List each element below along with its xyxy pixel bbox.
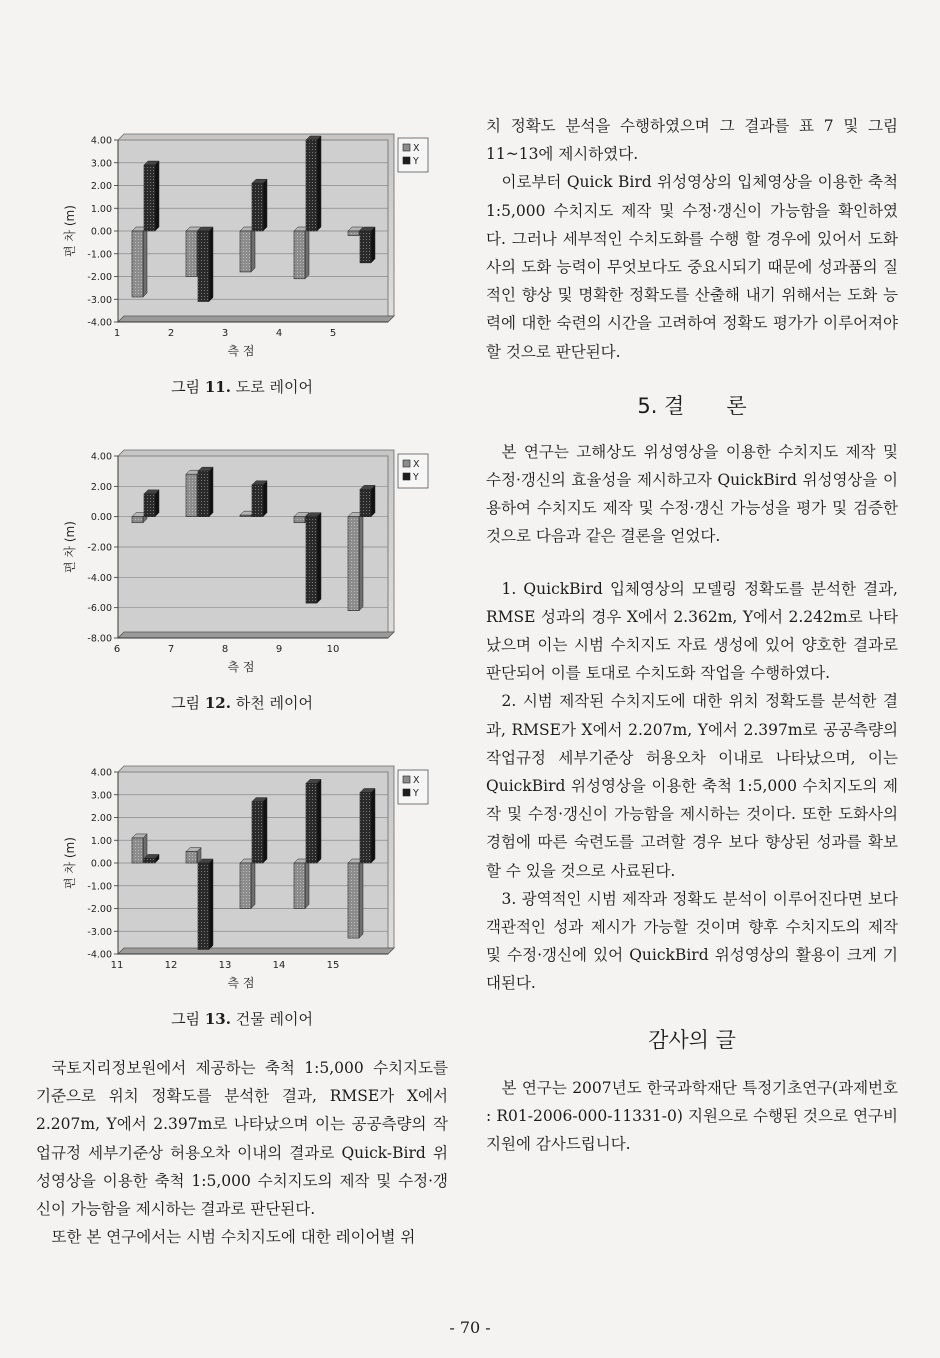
bar-y-14 [306,783,317,863]
y-tick-label: -3.00 [87,926,112,938]
x-tick-label: 9 [275,644,283,655]
bar-y-10 [360,489,371,516]
x-tick-label: 7 [167,644,175,655]
y-tick-label: -1.00 [87,249,112,261]
y-tick-label: -2.00 [87,542,112,554]
bar-y-8 [252,485,263,517]
plot-floor [118,316,394,322]
bar-side-y-8 [263,481,267,517]
conclusion-intro: 본 연구는 고해상도 위성영상을 이용한 수치지도 제작 및 수정·갱신의 효율성을 제시하고자 QuickBird 위성영상을 이용하여 수치지도 제작 및 수정·갱신 가능성을 평가 및 검증한 것으로 다음과 같은 결론을 얻었다. [486,442,898,546]
bar-x-12 [186,852,197,863]
figure-12-caption: 그림 12. 하천 레이어 [171,694,313,712]
conclusion-item-1: 1. QuickBird 입체영상의 모델링 정확도를 분석한 결과, RMSE 성과의 경우 X에서 2.362m, Y에서 2.242m로 나타났으며 이는 시범 수치지도 자료 생성에 있어 양호한 결과로 판단되어 이를 토대로 수치도화 작업을 수행하였다. [486,579,898,683]
figure-13-caption: 그림 13. 건물 레이어 [171,1010,313,1028]
legend-swatch-y [403,789,410,796]
figure-11-caption: 그림 11. 도로 레이어 [171,378,313,396]
legend-swatch-y [403,473,410,480]
x-axis-label: 측 점 [227,976,255,990]
bar-y-11 [144,858,155,863]
bar-x-2 [186,231,197,277]
left-column [36,110,448,1251]
bar-y-3 [252,183,263,231]
bar-x-8 [240,515,251,517]
bar-x-14 [294,863,305,909]
y-axis-label: 편 차 (m) [63,205,77,257]
legend-label-x: X [413,143,420,154]
bar-side-y-14 [317,779,321,863]
y-tick-label: 3.00 [90,790,112,802]
y-tick-label: 4.00 [90,135,112,147]
x-tick-label: 13 [218,960,232,971]
y-tick-label: -2.00 [87,272,112,283]
legend-label-y: Y [413,156,419,167]
x-tick-label: 11 [110,960,124,971]
x-tick-label: 8 [221,644,229,655]
bar-side-y-7 [209,467,213,517]
bar-y-1 [144,165,155,231]
legend-swatch-y [403,157,410,164]
right-paragraph-1: 이로부터 Quick Bird 위성영상의 입체영상을 이용한 축척 1:5,000 수치지도 제작 및 수정·갱신이 가능함을 확인하였다. 그러나 세부적인 수치도화를 수행 할 경우에 있어서 도화사의 도화 능력이 무엇보다도 중요시되기 때문에 성과품의 질적인 향상 및 명확한 정확도를 산출해 내기 위해서는 도화 능력에 대한 숙련의 시간을 고려하여 정확도 평가가 이루어져야 할 것으로 판단된다. [486,173,898,361]
y-tick-label: 0.00 [90,512,112,524]
bar-side-y-12 [209,859,213,949]
y-tick-label: 4.00 [90,451,112,463]
y-tick-label: 1.00 [90,203,112,215]
conclusion-item-3: 3. 광역적인 시범 제작과 정확도 분석이 이루어진다면 보다 객관적인 성과 제시가 가능할 것이며 향후 수치지도의 제작 및 수정·갱신에 있어 QuickBird 위성영상의 활용이 크게 기대된다. [486,889,898,993]
legend-swatch-x [403,144,410,151]
legend-label-y: Y [413,472,419,483]
bar-side-y-4 [317,136,321,231]
page-number: - 70 - [449,1318,491,1337]
bar-y-7 [198,471,209,517]
bar-y-13 [252,802,263,863]
bar-y-15 [360,792,371,863]
bar-side-y-9 [317,513,321,603]
bar-y-9 [306,517,317,603]
x-tick-label: 10 [326,644,340,655]
y-tick-label: -4.00 [87,949,112,961]
y-tick-label: 0.00 [90,858,112,870]
x-axis-label: 측 점 [227,344,255,358]
bar-side-y-5 [371,227,375,263]
x-tick-label: 12 [164,960,178,971]
y-tick-label: 2.00 [90,181,112,192]
bar-x-4 [294,231,305,279]
left-paragraph-2: 또한 본 연구에서는 시범 수치지도에 대한 레이어별 위 [51,1228,416,1247]
bar-x-11 [132,838,143,863]
bar-side-y-6 [155,490,159,517]
bar-x-7 [186,474,197,516]
bar-y-5 [360,231,371,263]
legend-label-x: X [413,775,420,786]
y-tick-label: 1.00 [90,835,112,847]
bar-side-y-2 [209,227,213,302]
acknowledgement-text: 본 연구는 2007년도 한국과학재단 특정기초연구(과제번호 : R01-2006-000-11331-0) 지원으로 수행된 것으로 연구비 지원에 감사드립니다. [486,1078,898,1154]
bar-x-15 [348,863,359,938]
conclusion-heading: 5. 결 론 [637,393,747,418]
y-axis-label: 편 차 (m) [63,521,77,573]
x-tick-label: 3 [221,328,229,339]
bar-y-2 [198,231,209,302]
bar-side-x-14 [305,859,309,909]
conclusion-item-2: 2. 시범 제작된 수치지도에 대한 위치 정확도를 분석한 결과, RMSE가 X에서 2.207m, Y에서 2.397m로 공공측량의 작업규정 세부기준상 허용오차 이내로 나타났으며, 이는 QuickBird 위성영상을 이용한 축척 1:5,000 수치지도의 제작 및 수정·갱신이 가능함을 제시하는 것이다. 또한 도화사의 경험에 따른 숙련도를 고려할 경우 보다 향상된 성과를 확보할 수 있을 것으로 사료된다. [486,692,898,880]
x-tick-label: 15 [326,960,340,971]
chart-road-layer [36,110,448,372]
x-tick-label: 5 [329,328,337,339]
bar-side-y-3 [263,179,267,231]
bar-side-y-15 [371,788,375,863]
bar-side-x-3 [251,227,255,272]
bar-x-3 [240,231,251,272]
y-tick-label: -6.00 [87,603,112,615]
bar-side-y-10 [371,485,375,516]
bar-side-x-10 [359,513,363,611]
x-axis-label: 측 점 [227,660,255,674]
legend-label-x: X [413,459,420,470]
bar-side-y-13 [263,798,267,863]
bar-x-13 [240,863,251,909]
right-paragraph-0: 치 정확도 분석을 수행하였으며 그 결과를 표 7 및 그림 11~13에 제시하였다. [486,117,898,164]
right-column [486,112,898,1158]
bar-side-x-4 [305,227,309,279]
bar-x-10 [348,517,359,611]
y-tick-label: -1.00 [87,881,112,893]
y-tick-label: 3.00 [90,158,112,170]
chart-river-layer [36,426,448,688]
legend-swatch-x [403,776,410,783]
bar-y-12 [198,863,209,949]
y-tick-label: -8.00 [87,633,112,645]
legend-label-y: Y [413,788,419,799]
acknowledgement-heading: 감사의 글 [648,1027,736,1052]
y-tick-label: -3.00 [87,294,112,306]
y-tick-label: -2.00 [87,904,112,915]
y-tick-label: -4.00 [87,572,112,584]
plot-floor [118,948,394,954]
y-tick-label: 2.00 [90,481,112,493]
bar-side-x-15 [359,859,363,938]
x-tick-label: 14 [272,960,286,971]
legend-swatch-x [403,460,410,467]
bar-x-5 [348,231,359,236]
x-tick-label: 6 [113,644,121,655]
bar-side-y-1 [155,161,159,231]
bar-y-6 [144,494,155,517]
bar-side-x-13 [251,859,255,909]
y-tick-label: -4.00 [87,317,112,329]
chart-building-layer [36,742,448,1004]
y-tick-label: 4.00 [90,767,112,779]
x-tick-label: 2 [167,328,175,339]
x-tick-label: 1 [113,328,121,339]
y-tick-label: 2.00 [90,813,112,824]
bar-x-6 [132,517,143,523]
left-paragraph-1: 국토지리정보원에서 제공하는 축척 1:5,000 수치지도를 기준으로 위치 정확도를 분석한 결과, RMSE가 X에서 2.207m, Y에서 2.397m로 나타났으며 이는 공공측량의 작업규정 세부기준상 허용오차 이내의 결과로 Quick-Bird 위성영상을 이용한 축척 1:5,000 수치지도의 제작 및 수정·갱신이 가능함을 제시하는 결과로 판단된다. [36,1059,448,1219]
y-axis-label: 편 차 (m) [63,837,77,889]
x-tick-label: 4 [275,328,283,339]
y-tick-label: 0.00 [90,226,112,238]
bar-side-x-1 [143,227,147,297]
bar-y-4 [306,140,317,231]
bar-x-9 [294,517,305,523]
bar-x-1 [132,231,143,297]
plot-floor [118,632,394,638]
